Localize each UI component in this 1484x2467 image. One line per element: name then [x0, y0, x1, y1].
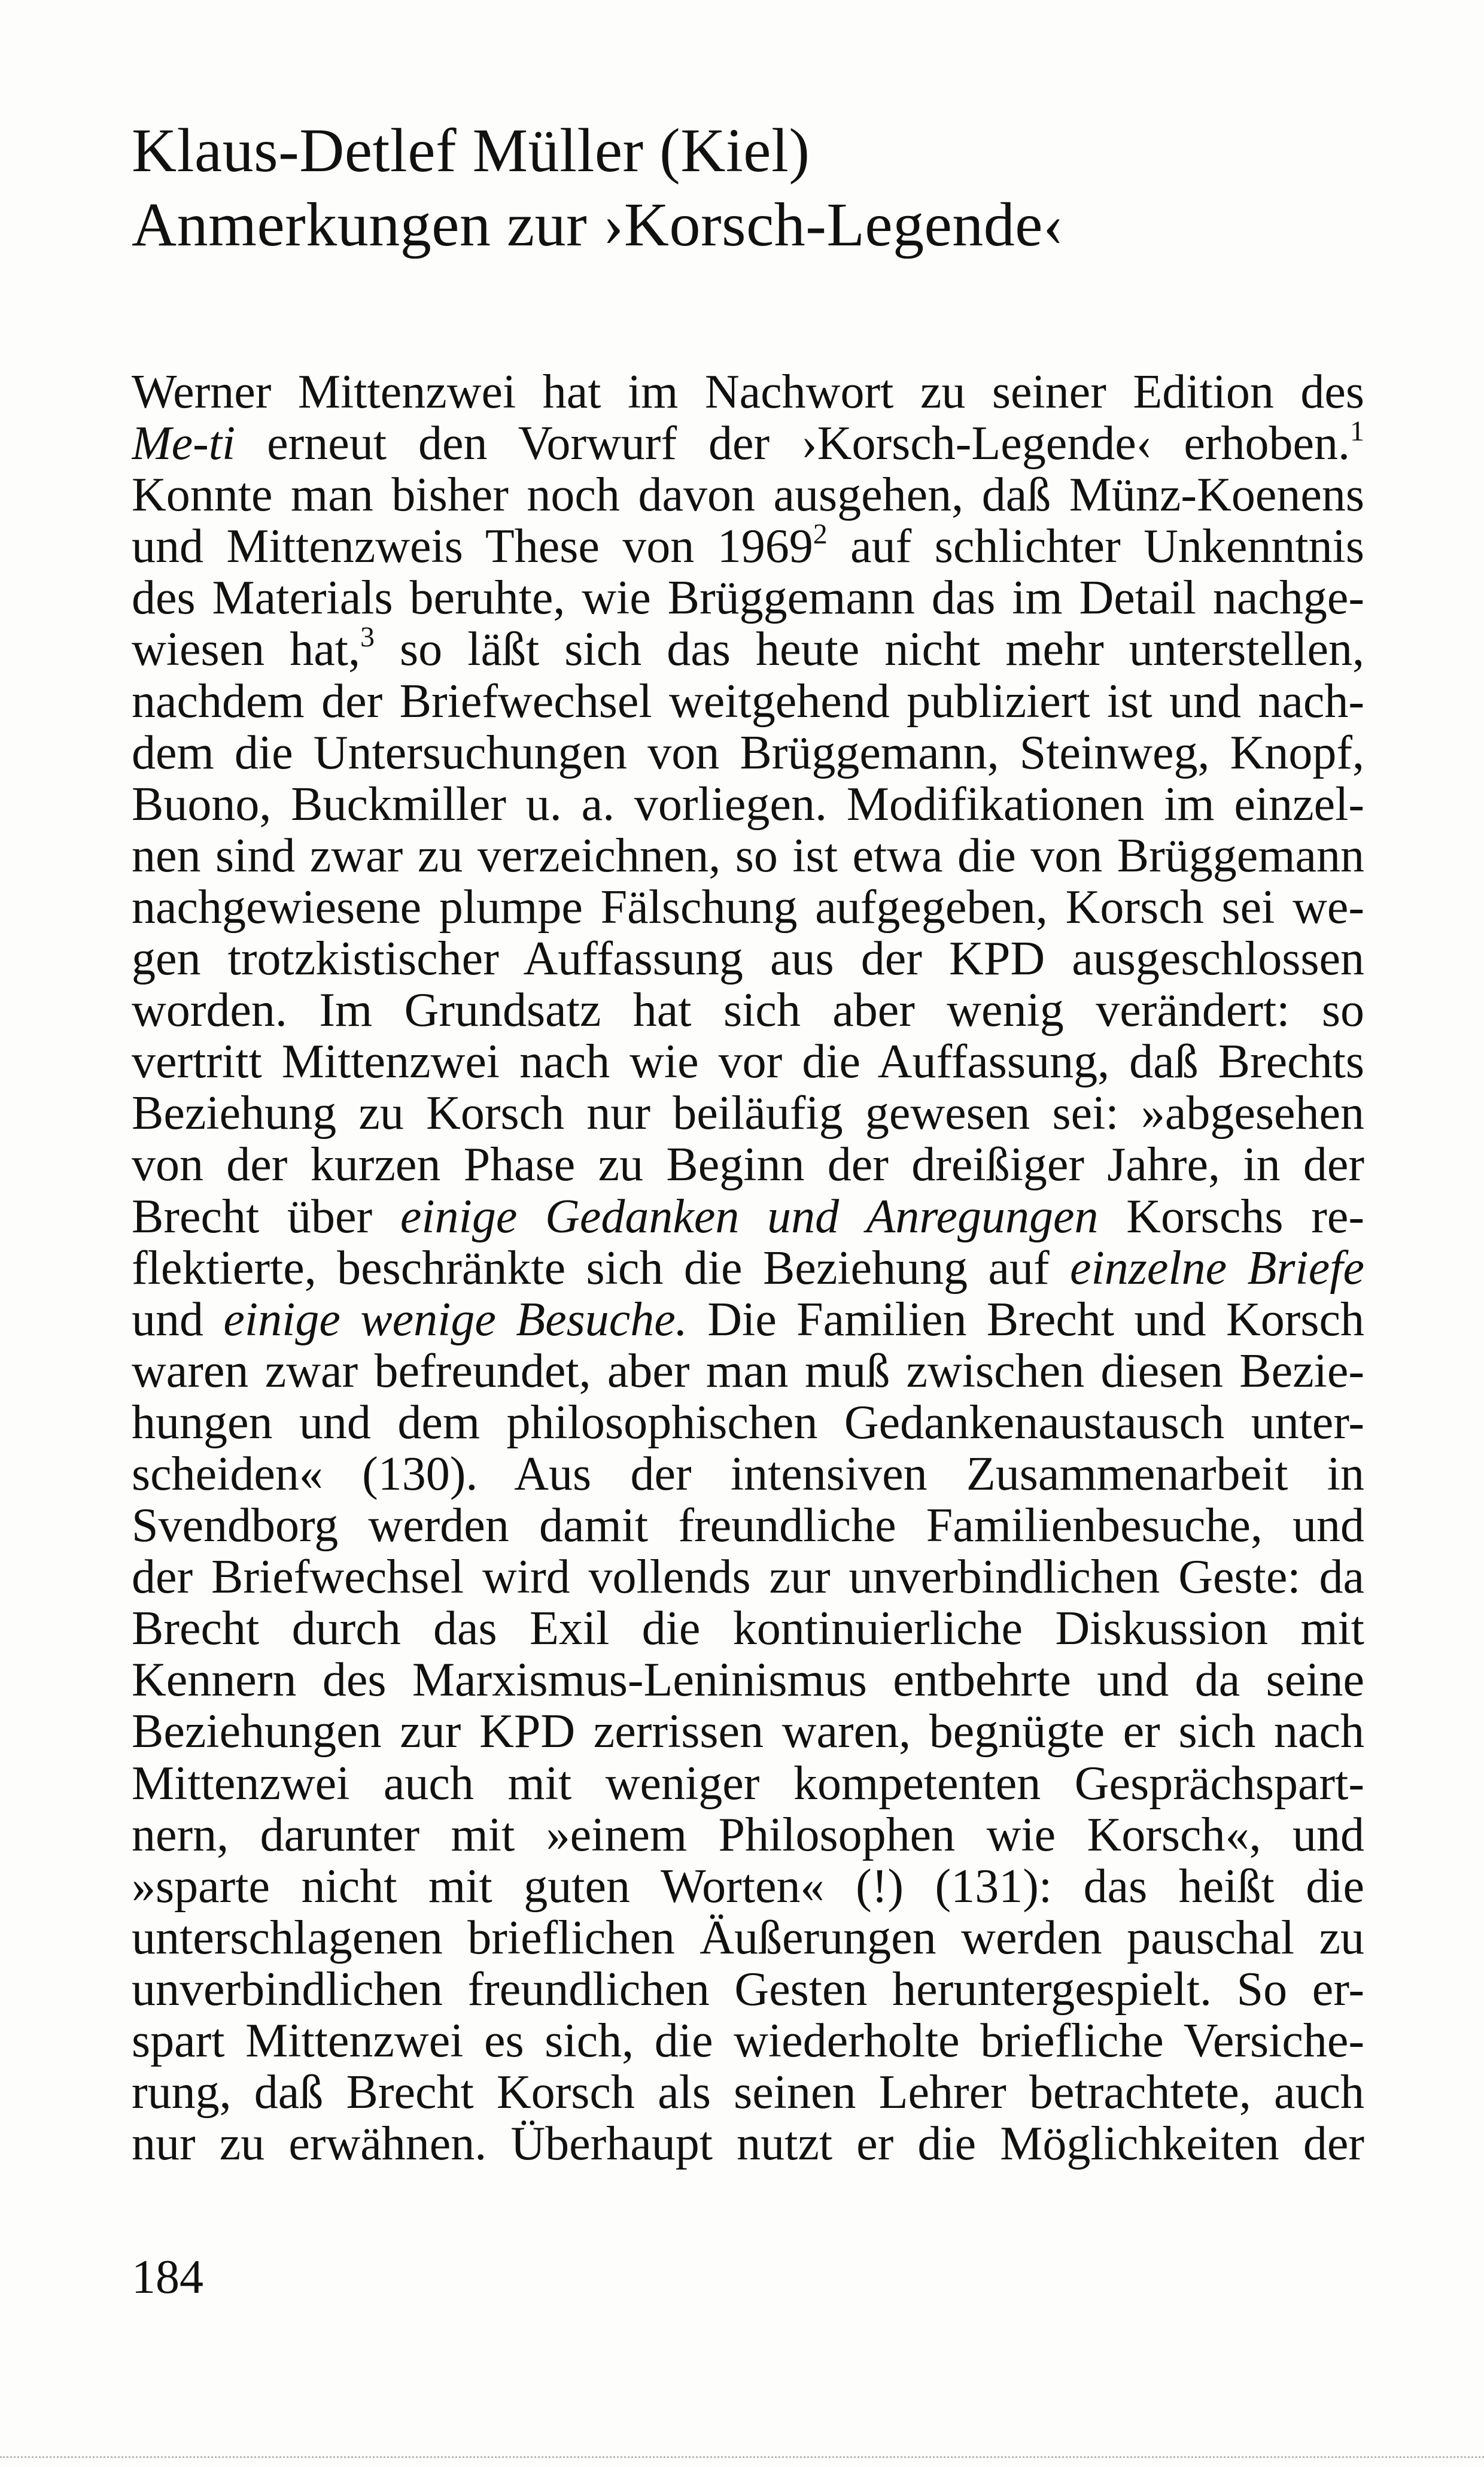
footnote-marker: 1 — [1350, 418, 1364, 447]
text-line — [132, 779, 1364, 830]
text-segment: vertritt Mittenzwei nach wie vor die Auffassung, daß Brechts — [132, 1036, 1364, 1088]
footnote-marker: 3 — [360, 624, 375, 654]
text-segment: Konnte man bisher noch davon ausgehen, daß Münz-Koenens — [132, 469, 1364, 521]
text-segment: erneut den Vorwurf der ›Korsch-Legende‹ erhoben. — [235, 418, 1350, 470]
text-segment: nur zu erwähnen. Überhaupt nutzt er die Möglichkeiten der — [132, 2118, 1364, 2170]
text-line — [132, 1448, 1364, 1500]
text-segment: von der kurzen Phase zu Beginn der dreißiger Jahre, in der — [132, 1139, 1364, 1191]
text-segment: scheiden« (130). Aus der intensiven Zusammenarbeit in — [132, 1448, 1364, 1500]
text-segment: des Materials beruhte, wie Brüggemann das im Detail nachge- — [132, 572, 1364, 624]
text-line — [132, 1087, 1364, 1139]
text-segment: flektierte, beschränkte sich die Beziehung auf — [132, 1242, 1071, 1294]
text-line — [132, 1500, 1364, 1551]
text-segment: nen sind zwar zu verzeichnen, so ist etwa die von Brüggemann — [132, 830, 1364, 882]
text-segment: unterschlagenen brieflichen Äußerungen werden pauschal zu — [132, 1912, 1364, 1964]
text-line — [132, 1139, 1364, 1190]
text-segment: auf schlichter Unkenntnis — [827, 521, 1364, 573]
text-line — [132, 2118, 1364, 2170]
text-segment: worden. Im Grundsatz hat sich aber wenig verändert: so — [132, 985, 1364, 1037]
text-line — [132, 1654, 1364, 1706]
text-segment: Brecht über — [132, 1190, 400, 1242]
text-line — [132, 1191, 1364, 1242]
text-segment: dem die Untersuchungen von Brüggemann, Steinweg, Knopf, — [132, 727, 1364, 779]
italic-text: einige Gedanken und Anregungen — [400, 1190, 1099, 1242]
text-line — [132, 985, 1364, 1036]
article-title: Anmerkungen zur ›Korsch-Legende‹ — [132, 190, 1065, 259]
text-segment: Mittenzwei auch mit weniger kompetenten Gesprächspart- — [132, 1757, 1364, 1809]
text-segment: nachdem der Briefwechsel weitgehend publiziert ist und nach- — [132, 675, 1364, 727]
text-segment: rung, daß Brecht Korsch als seinen Lehrer betrachtete, auch — [132, 2067, 1364, 2119]
page-number: 184 — [132, 2251, 203, 2304]
text-segment: hungen und dem philosophischen Gedankenaustausch unter- — [132, 1396, 1364, 1448]
text-line — [132, 366, 1364, 418]
text-line — [132, 1551, 1364, 1603]
text-segment: Beziehung zu Korsch nur beiläufig gewesen sei: »abgesehen — [132, 1087, 1364, 1140]
text-segment: unverbindlichen freundlichen Gesten heruntergespielt. So er- — [132, 1963, 1364, 2015]
italic-text: einige wenige Besuche. — [223, 1293, 688, 1345]
text-segment: Kennern des Marxismus-Leninismus entbehrte und da seine — [132, 1654, 1364, 1706]
text-line — [132, 727, 1364, 779]
text-segment: nachgewiesene plumpe Fälschung aufgegeben, Korsch sei we- — [132, 881, 1364, 934]
text-segment: und Mittenzweis These von 1969 — [132, 521, 813, 573]
text-line — [132, 1242, 1364, 1294]
author-line: Klaus-Detlef Müller (Kiel) — [132, 116, 810, 185]
italic-text: Me-ti — [132, 418, 236, 470]
text-line — [132, 882, 1364, 933]
text-segment: gen trotzkistischer Auffassung aus der KPD ausgeschlossen — [132, 933, 1364, 985]
text-line — [132, 1294, 1364, 1345]
page-edge-divider — [0, 2456, 1484, 2458]
text-segment: so läßt sich das heute nicht mehr unterstellen, — [374, 624, 1364, 676]
text-line — [132, 933, 1364, 985]
text-line — [132, 469, 1364, 521]
text-line — [132, 830, 1364, 882]
text-segment: Korschs re- — [1098, 1190, 1364, 1242]
article-heading — [132, 114, 1388, 262]
text-line — [132, 1809, 1364, 1861]
text-line — [132, 1912, 1364, 1964]
text-line — [132, 1706, 1364, 1757]
text-line — [132, 1036, 1364, 1087]
text-segment: Die Familien Brecht und Korsch — [687, 1293, 1364, 1345]
text-segment: Svendborg werden damit freundliche Familienbesuche, und — [132, 1500, 1364, 1552]
text-segment: Werner Mittenzwei hat im Nachwort zu seiner Edition des — [132, 366, 1364, 418]
text-line — [132, 1758, 1364, 1809]
text-line — [132, 2067, 1364, 2118]
text-line — [132, 521, 1364, 572]
text-line — [132, 1861, 1364, 1912]
text-segment: der Briefwechsel wird vollends zur unverbindlichen Geste: da — [132, 1551, 1364, 1603]
text-segment: und — [132, 1293, 224, 1345]
text-line — [132, 676, 1364, 727]
text-line — [132, 1397, 1364, 1448]
text-line — [132, 418, 1364, 469]
text-line — [132, 1603, 1364, 1654]
text-line — [132, 1345, 1364, 1397]
text-segment: nern, darunter mit »einem Philosophen wie Korsch«, und — [132, 1809, 1364, 1861]
italic-text: einzelne Briefe — [1070, 1242, 1364, 1294]
text-line — [132, 2015, 1364, 2067]
text-segment: spart Mittenzwei es sich, die wiederholte briefliche Versiche- — [132, 2015, 1364, 2067]
text-segment: Brecht durch das Exil die kontinuierliche Diskussion mit — [132, 1603, 1364, 1655]
text-segment: waren zwar befreundet, aber man muß zwischen diesen Bezie- — [132, 1345, 1364, 1397]
body-text — [132, 366, 1364, 2170]
text-line — [132, 572, 1364, 624]
text-segment: Buono, Buckmiller u. a. vorliegen. Modifikationen im einzel- — [132, 778, 1364, 830]
text-segment: Beziehungen zur KPD zerrissen waren, begnügte er sich nach — [132, 1706, 1364, 1758]
text-segment: wiesen hat, — [132, 624, 360, 676]
text-line — [132, 624, 1364, 675]
text-segment: »sparte nicht mit guten Worten« (!) (131): das heißt die — [132, 1860, 1364, 1912]
text-line — [132, 1964, 1364, 2015]
footnote-marker: 2 — [813, 521, 828, 551]
